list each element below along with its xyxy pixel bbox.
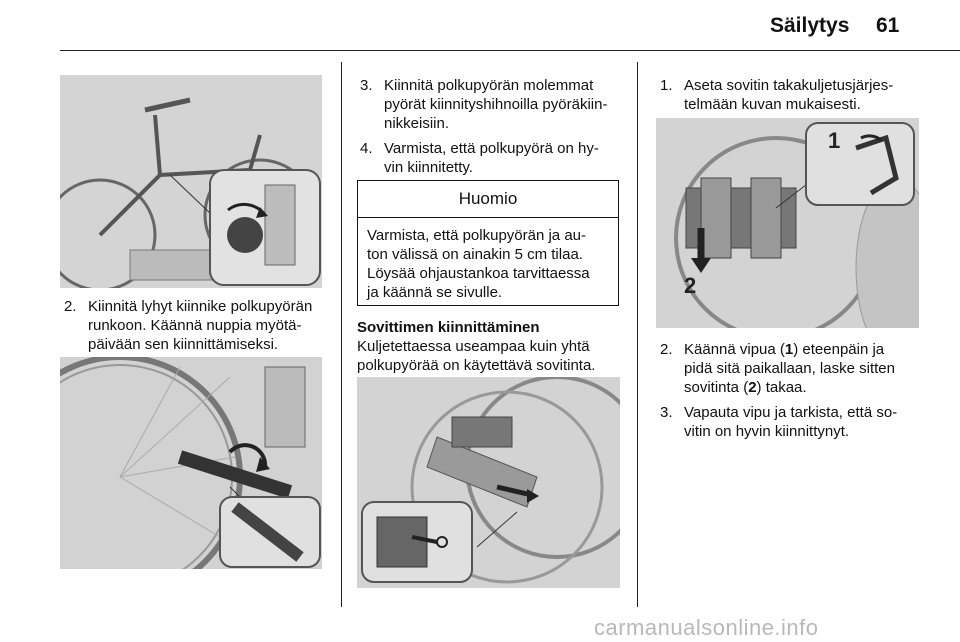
step-line: Vapauta vipu ja tarkista, että so- — [684, 404, 898, 421]
step-number: 1. — [660, 77, 673, 94]
notice-line: ja käännä se sivulle. — [367, 284, 503, 301]
steps-2-3 — [660, 340, 950, 441]
header-rule — [60, 50, 960, 51]
step-text-bold: 1 — [784, 341, 794, 358]
step-number: 4. — [360, 140, 373, 157]
step-line: nikkeisiin. — [384, 115, 450, 132]
step-text: Käännä vipua ( — [684, 341, 785, 358]
step-line: vin kiinnitetty. — [384, 159, 473, 176]
step-number: 2. — [660, 341, 673, 358]
notice-title: Huomio — [358, 181, 618, 218]
step-number: 3. — [660, 404, 673, 421]
step-line — [684, 340, 950, 359]
figure-label-2: 2 — [684, 273, 697, 298]
notice-box — [357, 180, 619, 306]
step-line: Aseta sovitin takakuljetusjärjes- — [684, 77, 894, 94]
page-title: Säilytys — [770, 14, 850, 37]
notice-line: Varmista, että polkupyörän ja au- — [367, 227, 587, 244]
column-divider-2 — [637, 62, 638, 607]
bike-on-carrier-drawing — [60, 75, 322, 288]
notice-line: ton välissä on ainakin 5 cm tilaa. — [367, 246, 583, 263]
step-line: päivään sen kiinnittämiseksi. — [88, 336, 279, 353]
page-number: 61 — [876, 14, 900, 37]
section-line: polkupyörää on käytettävä sovitinta. — [357, 357, 596, 374]
step-line — [684, 378, 950, 397]
wheel-strap-drawing — [60, 357, 322, 569]
step-line: vitin on hyvin kiinnittynyt. — [684, 423, 850, 440]
lever-drawing — [656, 118, 919, 328]
steps-3-4 — [360, 76, 628, 177]
step-text-bold: 2 — [748, 379, 757, 396]
lever-illustration — [656, 118, 919, 328]
adapter-illustration — [357, 377, 620, 588]
step-text: sovitinta ( — [684, 379, 749, 396]
section-line: Kuljetettaessa useampaa kuin yhtä — [357, 338, 590, 355]
step-2-text — [64, 297, 329, 354]
step-line: pidä sitä paikallaan, laske sitten — [684, 360, 895, 377]
step-text: ) takaa. — [756, 379, 807, 396]
strap-illustration — [60, 357, 322, 569]
step-1-text — [660, 76, 950, 114]
step-line: runkoon. Käännä nuppia myötä- — [88, 317, 302, 334]
step-line: pyörät kiinnityshihnoilla pyöräkiin- — [384, 96, 608, 113]
adapter-section — [357, 318, 627, 375]
step-line: Varmista, että polkupyörä on hy- — [384, 140, 599, 157]
adapter-drawing — [357, 377, 620, 588]
step-line: telmään kuvan mukaisesti. — [684, 96, 861, 113]
section-heading: Sovittimen kiinnittäminen — [357, 319, 540, 336]
step-number: 2. — [64, 298, 77, 315]
notice-line: Löysää ohjaustankoa tarvittaessa — [367, 265, 590, 282]
notice-body — [358, 218, 618, 310]
figure-label-1: 1 — [828, 128, 841, 153]
watermark: carmanualsonline.info — [594, 615, 819, 640]
step-line: Kiinnitä lyhyt kiinnike polkupyörän — [88, 298, 313, 315]
step-line: Kiinnitä polkupyörän molemmat — [384, 77, 594, 94]
step-text: ) eteenpäin ja — [793, 341, 885, 358]
bike-mount-illustration — [60, 75, 322, 288]
column-divider-1 — [341, 62, 342, 607]
step-number: 3. — [360, 77, 373, 94]
